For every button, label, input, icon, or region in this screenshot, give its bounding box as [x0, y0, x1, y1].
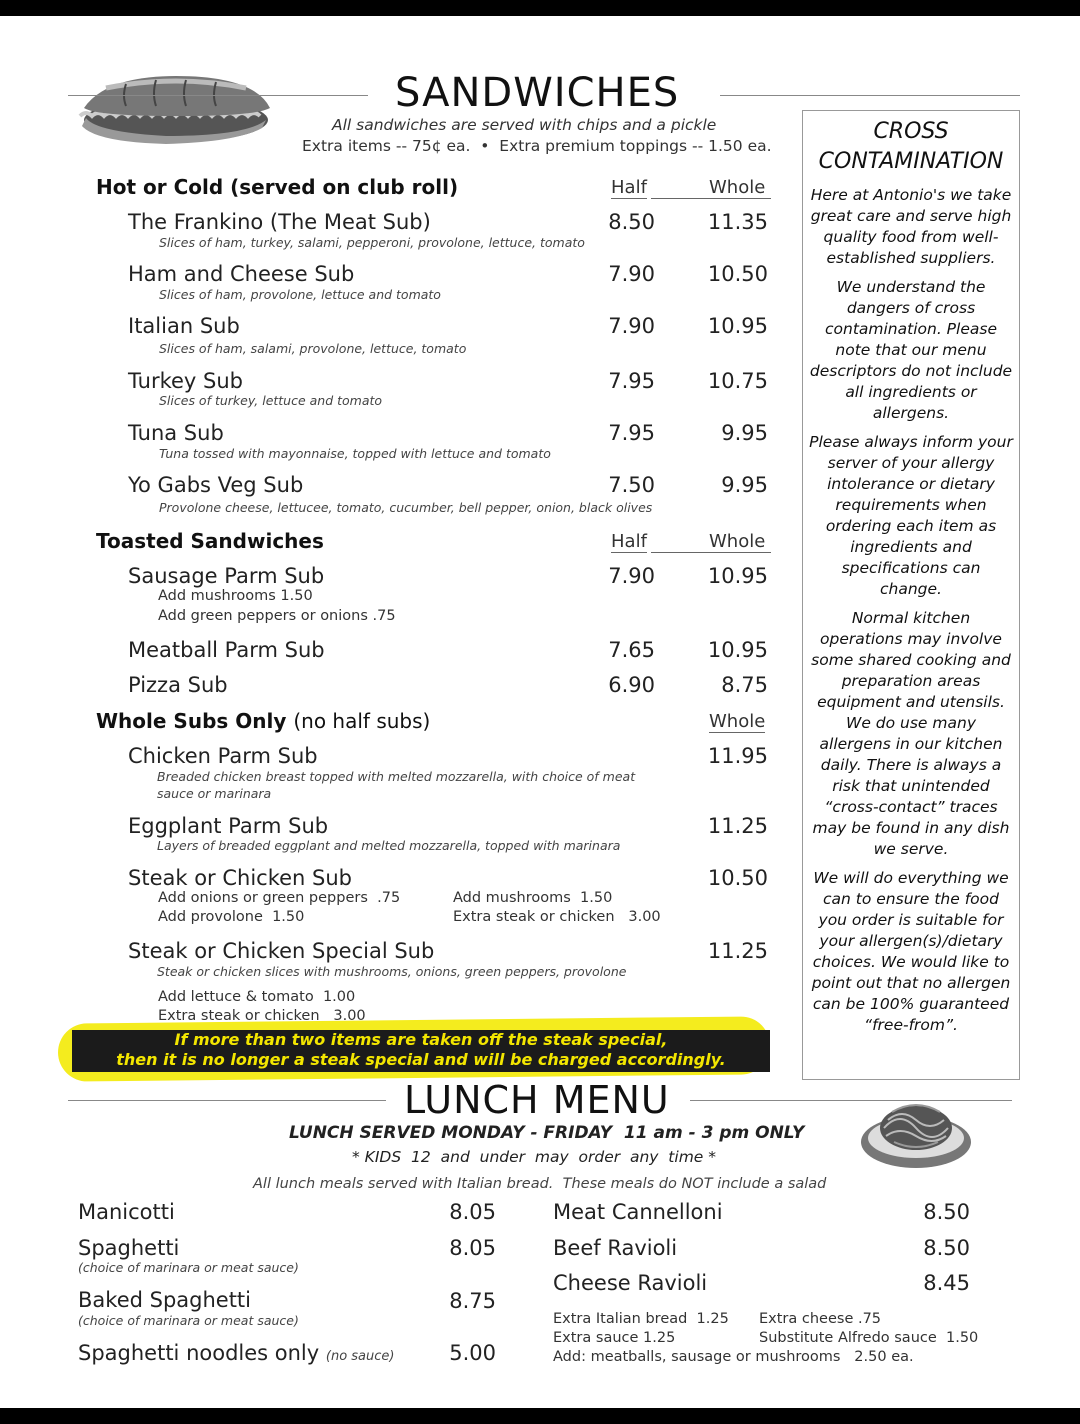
lunch-item-price: 5.00: [449, 1341, 496, 1365]
whole-price: 11.35: [707, 210, 768, 234]
add-on-text: Add provolone 1.50: [158, 909, 305, 925]
half-price: 7.65: [608, 638, 655, 662]
whole-price: 10.95: [707, 314, 768, 338]
section-hot-cold-heading: Hot or Cold (served on club roll): [96, 175, 459, 199]
half-price: 7.95: [608, 369, 655, 393]
add-on-text: Add lettuce & tomato 1.00: [158, 989, 356, 1005]
lunch-item-name: Spaghetti: [78, 1236, 180, 1260]
menu-item-desc: Steak or chicken slices with mushrooms, onions, green peppers, provolone: [157, 964, 627, 979]
half-column-label: Half: [611, 531, 647, 552]
warning-line: then it is no longer a steak special and will be charged accordingly.: [116, 1050, 726, 1069]
whole-price: 8.75: [721, 673, 768, 697]
add-on-text: Add mushrooms 1.50: [453, 890, 613, 906]
add-on-text: Extra steak or chicken 3.00: [158, 1008, 366, 1024]
half-price: 8.50: [608, 210, 655, 234]
lunch-item-name: Spaghetti noodles only: [78, 1341, 320, 1365]
lunch-item-name: Meat Cannelloni: [553, 1200, 723, 1224]
lunch-item-price: 8.05: [449, 1236, 496, 1260]
lunch-item-name: Beef Ravioli: [553, 1236, 678, 1260]
cross-paragraph: We understand the dangers of cross contamination. Please note that our menu descriptors do not include all ingredients or allergens.: [809, 278, 1013, 422]
warning-line: If more than two items are taken off the steak special,: [174, 1030, 668, 1049]
lunch-extra: Extra cheese .75: [759, 1311, 882, 1327]
whole-price: 9.95: [721, 473, 768, 497]
lunch-item-note: (no sauce): [325, 1349, 395, 1364]
sandwich-icon: [66, 70, 282, 150]
half-price: 7.90: [608, 262, 655, 286]
half-price: 7.50: [608, 473, 655, 497]
lunch-item-name: Manicotti: [78, 1200, 175, 1224]
whole-price: 10.95: [707, 638, 768, 662]
menu-item-desc: Tuna tossed with mayonnaise, topped with lettuce and tomato: [159, 446, 551, 461]
menu-item-desc: Breaded chicken breast topped with melted mozzarella, with choice of meat: [157, 769, 636, 784]
lunch-extra: Add: meatballs, sausage or mushrooms 2.50 ea.: [553, 1349, 914, 1365]
whole-price: 11.25: [707, 939, 768, 963]
sandwiches-extras: Extra items -- 75¢ ea. • Extra premium toppings -- 1.50 ea.: [302, 137, 772, 155]
lunch-bread-note: All lunch meals served with Italian bread. These meals do NOT include a salad: [253, 1176, 827, 1192]
whole-column-label: Whole: [709, 177, 766, 198]
whole-price: 10.50: [707, 262, 768, 286]
lunch-item-desc: (choice of marinara or meat sauce): [78, 1260, 299, 1275]
menu-item-desc: sauce or marinara: [157, 786, 272, 801]
whole-price: 11.25: [707, 814, 768, 838]
cross-paragraph: Normal kitchen operations may involve some shared cooking and preparation areas equipment and utensils. We do use many allergens in our kitchen daily. There is always a risk that unintended “cross-contact” traces may be found in any dish we serve.: [811, 609, 1011, 858]
cross-paragraph: We will do everything we can to ensure the food you order is suitable for your allergen(s)/dietary choices. We would like to point out that no allergen can be 100% guaranteed “free-from”.: [811, 869, 1011, 1034]
cross-title-line: CROSS: [873, 119, 949, 144]
add-on-text: Extra steak or chicken 3.00: [453, 909, 661, 925]
lunch-served-hours: LUNCH SERVED MONDAY - FRIDAY 11 am - 3 pm ONLY: [289, 1123, 805, 1143]
half-price: 7.95: [608, 421, 655, 445]
lunch-extra: Extra Italian bread 1.25: [553, 1311, 729, 1327]
spaghetti-plate-icon: [858, 1090, 974, 1174]
half-price: 7.90: [608, 564, 655, 588]
menu-item-desc: Slices of turkey, lettuce and tomato: [159, 393, 383, 408]
lunch-item-name: Cheese Ravioli: [553, 1271, 708, 1295]
cross-title-line: CONTAMINATION: [818, 149, 1004, 174]
menu-item-name: Eggplant Parm Sub: [128, 814, 329, 838]
add-on-text: Add onions or green peppers .75: [158, 890, 401, 906]
whole-price: 10.75: [707, 369, 768, 393]
whole-price: 11.95: [707, 744, 768, 768]
menu-item-name: Italian Sub: [128, 314, 240, 338]
menu-item-name: Steak or Chicken Sub: [128, 866, 352, 890]
sandwiches-title: SANDWICHES: [395, 70, 680, 116]
add-on-text: Add mushrooms 1.50: [158, 588, 313, 604]
cross-contamination-box: [802, 110, 1020, 1080]
lunch-item-price: 8.75: [449, 1289, 496, 1313]
lunch-item-price: 8.45: [923, 1271, 970, 1295]
lunch-title: LUNCH MENU: [404, 1078, 670, 1122]
lunch-item-price: 8.50: [923, 1200, 970, 1224]
menu-item-desc: Slices of ham, salami, provolone, lettuce, tomato: [159, 341, 467, 356]
lunch-item-price: 8.50: [923, 1236, 970, 1260]
section-toasted-heading: Toasted Sandwiches: [96, 529, 324, 553]
half-column-label: Half: [611, 177, 647, 198]
lunch-extra: Substitute Alfredo sauce 1.50: [759, 1330, 979, 1346]
menu-item-desc: Slices of ham, turkey, salami, pepperoni, provolone, lettuce, tomato: [159, 235, 585, 250]
section-whole-only-heading: [96, 709, 430, 733]
menu-item-name: Ham and Cheese Sub: [128, 262, 355, 286]
steak-special-warning: [72, 1030, 770, 1072]
menu-item-name: The Frankino (The Meat Sub): [128, 210, 431, 234]
lunch-item-row: [78, 1341, 394, 1365]
lunch-item-price: 8.05: [449, 1200, 496, 1224]
lunch-extra: Extra sauce 1.25: [553, 1330, 676, 1346]
lunch-item-desc: (choice of marinara or meat sauce): [78, 1313, 299, 1328]
cross-paragraph: Please always inform your server of your allergy intolerance or dietary requirements when ordering each item as ingredients and specifications can change.: [809, 433, 1013, 598]
whole-price: 10.95: [707, 564, 768, 588]
menu-item-desc: Slices of ham, provolone, lettuce and tomato: [159, 287, 441, 302]
menu-item-desc: Layers of breaded eggplant and melted mozzarella, topped with marinara: [157, 838, 621, 853]
half-price: 7.90: [608, 314, 655, 338]
half-price: 6.90: [608, 673, 655, 697]
menu-item-name: Yo Gabs Veg Sub: [128, 473, 304, 497]
add-on-text: Add green peppers or onions .75: [158, 608, 396, 624]
sandwiches-subtitle: All sandwiches are served with chips and a pickle: [332, 116, 717, 134]
cross-paragraph: Here at Antonio's we take great care and serve high quality food from well-established suppliers.: [810, 186, 1012, 267]
whole-column-label: Whole: [709, 711, 766, 732]
menu-item-name: Chicken Parm Sub: [128, 744, 318, 768]
menu-item-name: Meatball Parm Sub: [128, 638, 325, 662]
lunch-kids-note: * KIDS 12 and under may order any time *: [352, 1148, 717, 1166]
menu-item-name: Tuna Sub: [128, 421, 224, 445]
menu-item-name: Sausage Parm Sub: [128, 564, 325, 588]
whole-price: 9.95: [721, 421, 768, 445]
whole-price: 10.50: [707, 866, 768, 890]
whole-column-label: Whole: [709, 531, 766, 552]
menu-page: [0, 16, 1080, 1408]
menu-item-name: Steak or Chicken Special Sub: [128, 939, 435, 963]
menu-item-desc: Provolone cheese, lettucee, tomato, cucumber, bell pepper, onion, black olives: [159, 500, 653, 515]
section-whole-only-note: (no half subs): [293, 709, 431, 733]
lunch-item-name: Baked Spaghetti: [78, 1288, 252, 1312]
section-whole-only-title: Whole Subs Only: [96, 709, 287, 733]
menu-item-name: Pizza Sub: [128, 673, 228, 697]
menu-item-name: Turkey Sub: [128, 369, 243, 393]
